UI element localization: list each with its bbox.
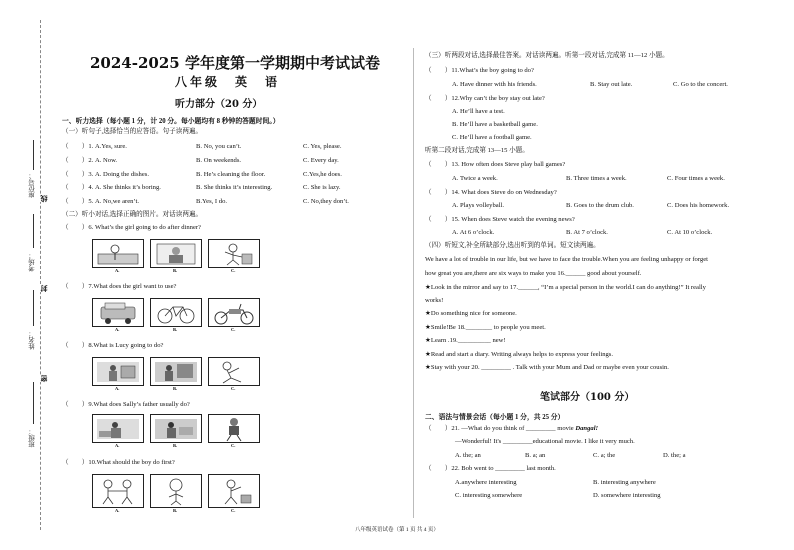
name-blank <box>33 290 34 326</box>
q4-b: B. She thinks it’s interesting. <box>196 184 273 191</box>
passage-line-5: ★Do something nice for someone. <box>425 310 517 317</box>
q9-label-a: A. <box>115 443 120 448</box>
exam-title: 2024-2025 学年度第一学期期中考试试卷 <box>90 54 380 72</box>
feng-mark: 封 <box>40 285 48 292</box>
q11-a: A. Have dinner with his friends. <box>452 81 537 88</box>
section1-heading: 一、听力选择（每小题 1 分，计 20 分。每小题均有 8 秒钟的答题时间。） <box>62 118 280 125</box>
passage-line-8: ★Read and start a diary. Writing always helps to express your feelings. <box>425 351 614 358</box>
exam-room-label: 考场： <box>29 252 36 272</box>
column-divider <box>413 48 414 518</box>
q8-label-b: B. <box>173 386 178 391</box>
part2-instruction: （二）听小对话,选择正确的图片。对话读两遍。 <box>62 211 203 218</box>
q9: （ ）9.What does Sally’s father usually do? <box>62 401 190 408</box>
part4-instruction: （四）听短文,补全所缺部分,选出听到的单词。短文读两遍。 <box>425 242 600 249</box>
seat-blank <box>33 140 34 170</box>
q6-label-a: A. <box>115 268 120 273</box>
q22-b: B. interesting anywhere <box>593 479 656 486</box>
q22-a: A.anywhere interesting <box>455 479 517 486</box>
q9-label-b: B. <box>173 443 178 448</box>
q2-c: C. Every day. <box>303 157 339 164</box>
q4: （ ）4. A. She thinks it’s boring. <box>62 184 161 191</box>
section2-heading: 二、语法与情景会话（每小题 1 分，共 25 分） <box>425 414 565 421</box>
passage-line-4: works! <box>425 297 444 304</box>
q10-picture-c <box>208 474 260 508</box>
q14-c: C. Does his homework. <box>667 202 730 209</box>
q5-b: B.Yes, I do. <box>196 198 228 205</box>
exam-subtitle: 八年级 英 语 <box>175 75 281 89</box>
dialogue2-instruction: 听第二段对话,完成第 13—15 小题。 <box>425 147 529 154</box>
q6-picture-a <box>92 239 144 268</box>
part3-instruction: （三）听两段对话,选择最佳答案。对话读两遍。听第一段对话,完成第 11—12 小题。 <box>425 52 669 59</box>
written-part-heading: 笔试部分（100 分） <box>540 392 635 403</box>
q7: （ ）7.What does the girl want to use? <box>62 283 177 290</box>
q7-label-c: C. <box>231 327 236 332</box>
q10-picture-a <box>92 474 144 508</box>
q7-label-a: A. <box>115 327 120 332</box>
q10-picture-b <box>150 474 202 508</box>
q21-response: —Wonderful! It's _________educational movie. I like it very much. <box>455 438 635 445</box>
mi-mark: 密 <box>40 375 48 382</box>
q6-picture-c <box>208 239 260 268</box>
q22: （ ）22. Bob went to _________ last month. <box>425 465 556 472</box>
part1-instruction: （一）听句子,选择恰当的应答语。句子读两遍。 <box>62 128 203 135</box>
q1-b: B. No, you can’t. <box>196 143 242 150</box>
q7-label-b: B. <box>173 327 178 332</box>
q9-picture-b <box>150 414 202 443</box>
q15-c: C. At 10 o’clock. <box>667 229 713 236</box>
q15-a: A. At 6 o’clock. <box>452 229 495 236</box>
q7-picture-b <box>150 298 202 327</box>
q10-label-c: C. <box>231 508 236 513</box>
passage-line-1: We have a lot of trouble in our life, but we have to face the trouble.When you are feeling unhappy or forget <box>425 256 708 263</box>
passage-line-2: how great you are,there are six ways to make you 16.______ good about yourself. <box>425 270 642 277</box>
q21-b: B. a; an <box>525 452 546 459</box>
q22-d: D. somewhere interesting <box>593 492 661 499</box>
q9-picture-a <box>92 414 144 443</box>
q2: （ ）2. A. Now. <box>62 157 118 164</box>
q3-c: C.Yes,he does. <box>303 171 342 178</box>
q13-c: C. Four times a week. <box>667 175 725 182</box>
q13: （ ）13. How often does Steve play ball games? <box>425 161 566 168</box>
q9-label-c: C. <box>231 443 236 448</box>
q13-b: B. Three times a week. <box>566 175 627 182</box>
q2-b: B. On weekends. <box>196 157 242 164</box>
q6-label-b: B. <box>173 268 178 273</box>
q15: （ ）15. When does Steve watch the evening news? <box>425 216 575 223</box>
q10-label-a: A. <box>115 508 120 513</box>
q12-b: B. He’ll have a basketball game. <box>452 121 538 128</box>
xian-mark: 线 <box>40 195 48 202</box>
q8-picture-a <box>92 357 144 386</box>
listening-part-heading: 听力部分（20 分） <box>175 99 263 110</box>
exam-room-blank <box>33 214 34 248</box>
q21 <box>425 425 598 433</box>
q7-picture-a <box>92 298 144 327</box>
q5: （ ）5. A. No,we aren’t. <box>62 198 139 205</box>
q5-c: C. No,they don’t. <box>303 198 349 205</box>
q13-a: A. Twice a week. <box>452 175 498 182</box>
q11-b: B. Stay out late. <box>590 81 633 88</box>
passage-line-3: ★Look in the mirror and say to 17.______, “I’m a special person in the world.I can do anything!” It really <box>425 284 706 291</box>
q11: （ ）11.What’s the boy going to do? <box>425 67 534 74</box>
q3: （ ）3. A. Doing the dishes. <box>62 171 149 178</box>
page-footer: 八年级英语试卷（第 1 页 共 4 页） <box>355 527 439 533</box>
q3-b: B. He’s cleaning the floor. <box>196 171 266 178</box>
seat-label: 座位号： <box>29 172 36 198</box>
name-label: 姓名： <box>29 330 36 350</box>
passage-line-6: ★Smile!Be 18.________ to people you meet. <box>425 324 546 331</box>
q12-a: A. He’ll have a test. <box>452 108 505 115</box>
q1: （ ）1. A.Yes, sure. <box>62 143 127 150</box>
q8: （ ）8.What is Lucy going to do? <box>62 342 164 349</box>
q6-picture-b <box>150 239 202 268</box>
q6-label-c: C. <box>231 268 236 273</box>
q21-movie-name: Dangal! <box>575 425 599 432</box>
q14-b: B. Goes to the drum club. <box>566 202 634 209</box>
q8-picture-b <box>150 357 202 386</box>
q7-picture-c <box>208 298 260 327</box>
q1-c: C. Yes, please. <box>303 143 342 150</box>
q8-label-c: C. <box>231 386 236 391</box>
q22-c: C. interesting somewhere <box>455 492 523 499</box>
q12-c: C. He’ll have a football game. <box>452 134 532 141</box>
q21-a: A. the; an <box>455 452 481 459</box>
q14-a: A. Plays volleyball. <box>452 202 505 209</box>
q8-picture-c <box>208 357 260 386</box>
cut-line <box>40 20 41 530</box>
q8-label-a: A. <box>115 386 120 391</box>
q15-b: B. At 7 o’clock. <box>566 229 608 236</box>
q10: （ ）10.What should the boy do first? <box>62 459 175 466</box>
q21-stem: （ ）21. —What do you think of _________ movie <box>425 425 576 432</box>
q11-c: C. Go to the concert. <box>673 81 728 88</box>
class-blank <box>33 382 34 424</box>
class-label: 班级： <box>29 428 36 448</box>
passage-line-7: ★Learn .19.__________ new! <box>425 337 506 344</box>
q4-c: C. She is lazy. <box>303 184 341 191</box>
q14: （ ）14. What does Steve do on Wednesday? <box>425 189 557 196</box>
q6: （ ）6. What’s the girl going to do after dinner? <box>62 224 201 231</box>
q21-c: C. a; the <box>593 452 616 459</box>
q10-label-b: B. <box>173 508 178 513</box>
q21-d: D. the; a <box>663 452 686 459</box>
q9-picture-c <box>208 414 260 443</box>
passage-line-9: ★Stay with your 20. _________ . Talk with your Mum and Dad or maybe even your cousin. <box>425 364 669 371</box>
q12: （ ）12.Why can’t the boy stay out late? <box>425 95 545 102</box>
